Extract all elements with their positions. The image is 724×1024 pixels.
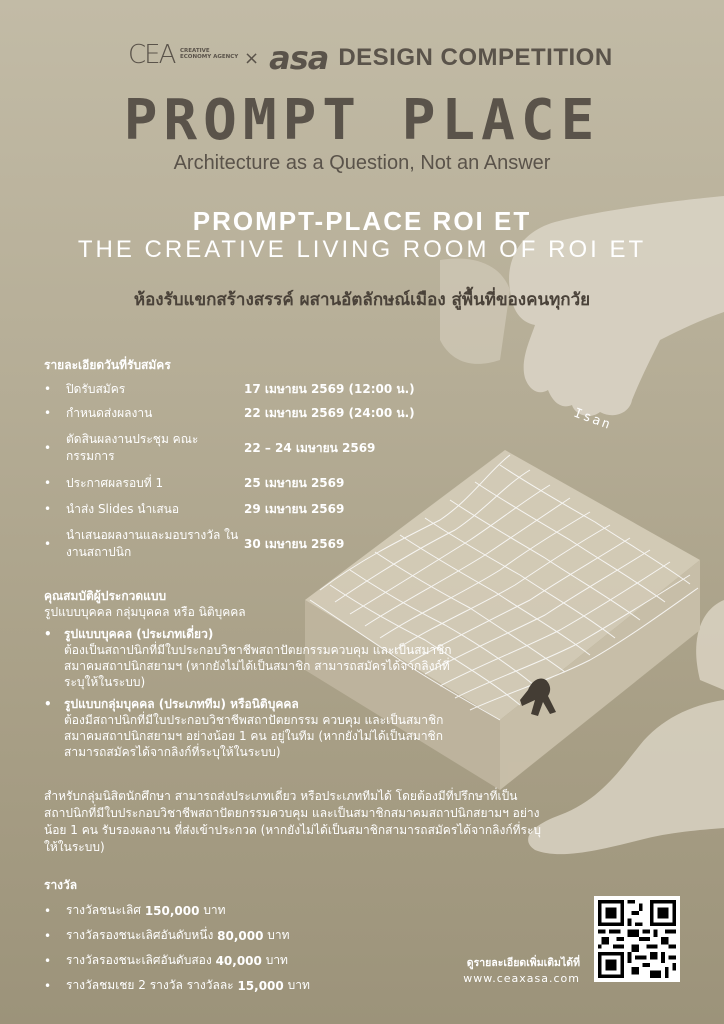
prize-amount: 80,000	[217, 928, 264, 943]
schedule-date: 29 เมษายน 2569	[244, 501, 345, 516]
schedule-item	[44, 470, 444, 496]
main-title: PROMPT PLACE	[123, 88, 601, 153]
schedule-item	[44, 426, 444, 470]
prize-unit: บาท	[265, 953, 288, 967]
qualification-intro: รูปแบบบุคคล กลุ่มบุคคล หรือ นิติบุคคล	[44, 605, 246, 619]
prize-heading: รางวัล	[44, 878, 78, 892]
cea-subtext: CREATIVE ECONOMY AGENCY	[180, 48, 239, 60]
qualification-individual	[44, 626, 464, 690]
schedule-label: นำส่ง Slides นำเสนอ	[66, 501, 180, 516]
design-competition-label: DESIGN COMPETITION	[338, 44, 613, 71]
prize-item	[44, 948, 444, 973]
cea-logo	[128, 38, 239, 78]
student-note: สำหรับกลุ่มนิสิตนักศึกษา สามารถส่งประเภทเดี่ยว หรือประเภททีมได้ โดยต้องมีที่ปรึกษาที่เป็นสถาปนิกที่มีใบประกอบวิชาชีพสถาปัตยกรรมควบคุม และเป็นสมาชิกสมาคมสถาปนิกสยามฯ อย่างน้อย 1 คน รับรองผลงาน ที่ส่งเข้าประกวด (หากยังไม่ได้เป็นสมาชิกสามารถสมัครได้จากลิงก์ที่ระบุให้ในระบบ)	[44, 789, 542, 854]
more-info-label: ดูรายละเอียดเพิ่มเติมได้ที่	[466, 957, 580, 969]
schedule-item	[44, 378, 444, 400]
bullet-icon: •	[44, 536, 52, 551]
schedule-label: นำเสนอผลงานและมอบรางวัล ในงานสถาปนิก	[66, 528, 239, 559]
prize-unit: บาท	[203, 903, 226, 917]
prize-unit: บาท	[287, 978, 310, 992]
qr-code-icon[interactable]	[594, 896, 680, 982]
prize-label: รางวัลชนะเลิศ	[66, 903, 141, 917]
schedule-date: 22 – 24 เมษายน 2569	[244, 440, 376, 455]
bullet-icon: •	[44, 475, 52, 490]
group-title: รูปแบบกลุ่มบุคคล (ประเภททีม) หรือนิติบุคคล	[64, 697, 299, 711]
bullet-icon: •	[44, 903, 52, 918]
prize-amount: 15,000	[237, 978, 284, 993]
prize-label: รางวัลรองชนะเลิศอันดับสอง	[66, 953, 212, 967]
asa-logo: asa	[269, 39, 329, 77]
tagline: Architecture as a Question, Not an Answer	[173, 152, 551, 174]
cea-letters: CEA	[128, 40, 175, 70]
prize-item	[44, 973, 444, 998]
prize-unit: บาท	[267, 928, 290, 942]
website-link[interactable]: www.ceaxasa.com	[463, 972, 580, 985]
prize-item	[44, 923, 444, 948]
individual-text: ต้องเป็นสถาปนิกที่มีใบประกอบวิชาชีพสถาปัตยกรรมควบคุม และเป็นสมาชิกสมาคมสถาปนิกสยามฯ (หากยังไม่ได้เป็นสมาชิก สามารถสมัครได้จากลิงก์ที่ระบุให้ในระบบ)	[64, 643, 452, 689]
bullet-icon: •	[44, 381, 52, 396]
bullet-icon: •	[44, 627, 52, 641]
individual-title: รูปแบบบุคคล (ประเภทเดี่ยว)	[64, 627, 214, 641]
qualification-heading: คุณสมบัติผู้ประกวดแบบ	[44, 589, 167, 603]
schedule-list	[44, 378, 444, 566]
cross-icon: ×	[244, 47, 260, 69]
schedule-item	[44, 400, 444, 426]
schedule-date: 30 เมษายน 2569	[244, 536, 345, 551]
bullet-icon: •	[44, 928, 52, 943]
bullet-icon: •	[44, 697, 52, 711]
bullet-icon: •	[44, 953, 52, 968]
schedule-item	[44, 496, 444, 522]
prize-amount: 40,000	[215, 953, 262, 968]
subtitle-roi-et: PROMPT-PLACE ROI ET	[192, 206, 532, 236]
subtitle-living-room: THE CREATIVE LIVING ROOM OF ROI ET	[77, 236, 647, 263]
schedule-date: 17 เมษายน 2569 (12:00 น.)	[244, 381, 415, 396]
qualification-group	[44, 696, 464, 760]
schedule-label: ตัดสินผลงานประชุม คณะกรรมการ	[66, 432, 199, 463]
prize-label: รางวัลชมเชย 2 รางวัล รางวัลละ	[66, 978, 234, 992]
schedule-item	[44, 522, 444, 566]
schedule-date: 25 เมษายน 2569	[244, 475, 345, 490]
schedule-date: 22 เมษายน 2569 (24:00 น.)	[244, 405, 415, 420]
logo-row	[128, 38, 613, 78]
prize-amount: 150,000	[144, 903, 200, 918]
bullet-icon: •	[44, 405, 52, 420]
qualification-section	[44, 588, 464, 760]
bullet-icon: •	[44, 440, 52, 455]
prize-label: รางวัลรองชนะเลิศอันดับหนึ่ง	[66, 928, 214, 942]
prize-list	[44, 898, 444, 998]
prize-item	[44, 898, 444, 923]
schedule-label: กำหนดส่งผลงาน	[66, 405, 153, 420]
isan-label: Isan	[571, 405, 614, 434]
thai-tagline: ห้องรับแขกสร้างสรรค์ ผสานอัตลักษณ์เมือง สู่พื้นที่ของคนทุกวัย	[133, 290, 591, 310]
schedule-heading: รายละเอียดวันที่รับสมัคร	[44, 358, 171, 372]
bullet-icon: •	[44, 978, 52, 993]
schedule-label: ปิดรับสมัคร	[66, 381, 126, 396]
group-text: ต้องมีสถาปนิกที่มีใบประกอบวิชาชีพสถาปัตยกรรม ควบคุม และเป็นสมาชิกสมาคมสถาปนิกสยามฯ อย่างน้อย 1 คน อยู่ในทีม (หากยังไม่ได้เป็นสมาชิก สามารถสมัครได้จากลิงก์ที่ระบุให้ในระบบ)	[64, 713, 444, 759]
schedule-label: ประกาศผลรอบที่ 1	[66, 475, 164, 490]
bullet-icon: •	[44, 501, 52, 516]
